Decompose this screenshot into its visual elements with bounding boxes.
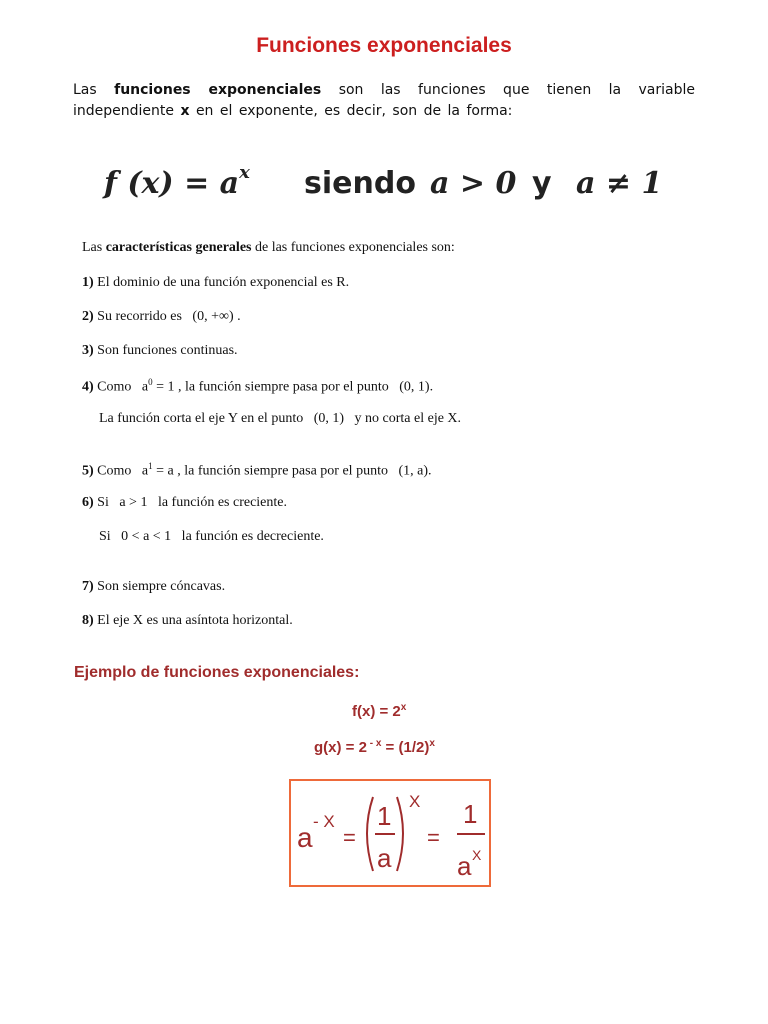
list-item bbox=[82, 377, 433, 396]
char-pre: Las bbox=[82, 240, 106, 255]
box-rhs-denominator: a bbox=[457, 851, 472, 881]
box-equals-1: = bbox=[343, 825, 356, 850]
intro-line1-rest: son las funciones que tienen la variable bbox=[321, 82, 695, 98]
eq2-base: g(x) = 2 bbox=[314, 739, 367, 756]
item-text: La función corta el eje Y en el punto (0, 1) y no corta el eje X. bbox=[99, 411, 462, 426]
item-number: 2) bbox=[82, 309, 94, 324]
eq2-exponent-1: - x bbox=[366, 738, 382, 749]
formula-box-graphic bbox=[291, 781, 489, 885]
formula-exponent: x bbox=[239, 162, 250, 183]
box-lhs-exponent: - X bbox=[313, 812, 335, 831]
intro-line2-rest: en el exponente, es decir, son de la forma: bbox=[195, 103, 513, 119]
item-superscript: 0 bbox=[148, 377, 153, 387]
item-text-post: = a , la función siempre pasa por el punto (1, a). bbox=[152, 463, 432, 479]
item-text: Su recorrido es (0, +∞) . bbox=[93, 309, 241, 324]
eq1-exponent: x bbox=[400, 702, 407, 713]
list-item-note bbox=[99, 529, 324, 545]
formula-cond1: a > 0 bbox=[430, 166, 517, 201]
intro-variable: x bbox=[180, 103, 190, 119]
formula-cond2: a ≠ 1 bbox=[576, 166, 663, 201]
intro-line2-pre: independiente bbox=[73, 103, 181, 119]
main-formula bbox=[104, 160, 663, 210]
left-paren bbox=[367, 797, 373, 871]
item-text: Si 0 < a < 1 la función es decreciente. bbox=[99, 529, 324, 544]
box-frac-denominator: a bbox=[377, 843, 392, 873]
box-outer-exponent: X bbox=[409, 792, 421, 811]
item-number: 4) bbox=[82, 379, 94, 395]
page-title: Funciones exponenciales bbox=[256, 34, 512, 57]
box-equals-2: = bbox=[427, 825, 440, 850]
box-frac-numerator: 1 bbox=[377, 801, 392, 831]
item-text: Son funciones continuas. bbox=[93, 343, 238, 358]
box-rhs-exponent: X bbox=[472, 847, 482, 863]
intro-pre: Las bbox=[73, 82, 115, 98]
item-number: 5) bbox=[82, 463, 94, 479]
item-number: 3) bbox=[82, 343, 94, 358]
list-item bbox=[82, 613, 293, 629]
char-bold: características generales bbox=[105, 240, 252, 255]
formula-lhs-text: f (x) = a bbox=[104, 166, 240, 201]
item-text: Si a > 1 la función es creciente. bbox=[93, 495, 287, 510]
item-text: El eje X es una asíntota horizontal. bbox=[93, 613, 293, 628]
right-paren bbox=[397, 797, 403, 871]
box-rhs-numerator: 1 bbox=[463, 799, 478, 829]
item-text-pre: Como a bbox=[93, 379, 149, 395]
characteristics-intro bbox=[82, 240, 455, 256]
item-text-post: = 1 , la función siempre pasa por el punto (0, 1). bbox=[152, 379, 434, 395]
item-text: Son siempre cóncavas. bbox=[93, 579, 226, 594]
list-item bbox=[82, 343, 238, 359]
formula-y: y bbox=[532, 166, 552, 201]
list-item-note bbox=[99, 411, 461, 427]
item-text: El dominio de una función exponencial es R. bbox=[93, 275, 350, 290]
char-post: de las funciones exponenciales son: bbox=[251, 240, 455, 255]
formula-box bbox=[289, 779, 491, 887]
example-equation-2 bbox=[314, 738, 435, 756]
intro-paragraph bbox=[73, 80, 695, 122]
item-number: 7) bbox=[82, 579, 94, 594]
item-superscript: 1 bbox=[148, 461, 153, 471]
example-title: Ejemplo de funciones exponenciales: bbox=[74, 664, 360, 681]
list-item bbox=[82, 309, 241, 325]
box-lhs-base: a bbox=[297, 822, 313, 853]
eq2-exponent-2: x bbox=[429, 738, 435, 749]
item-number: 6) bbox=[82, 495, 94, 510]
formula-lhs bbox=[104, 162, 250, 201]
item-text-pre: Como a bbox=[93, 463, 149, 479]
eq2-mid: = (1/2) bbox=[381, 739, 430, 756]
item-number: 8) bbox=[82, 613, 94, 628]
formula-siendo: siendo bbox=[304, 166, 416, 201]
list-item bbox=[82, 275, 349, 291]
example-equation-1 bbox=[352, 702, 406, 720]
item-number: 1) bbox=[82, 275, 94, 290]
intro-line-2 bbox=[73, 101, 695, 122]
list-item bbox=[82, 579, 225, 595]
list-item bbox=[82, 495, 287, 511]
eq1-base: f(x) = 2 bbox=[352, 703, 401, 720]
intro-bold-term: funciones exponenciales bbox=[114, 82, 322, 98]
intro-line-1 bbox=[73, 80, 695, 101]
list-item bbox=[82, 461, 432, 480]
